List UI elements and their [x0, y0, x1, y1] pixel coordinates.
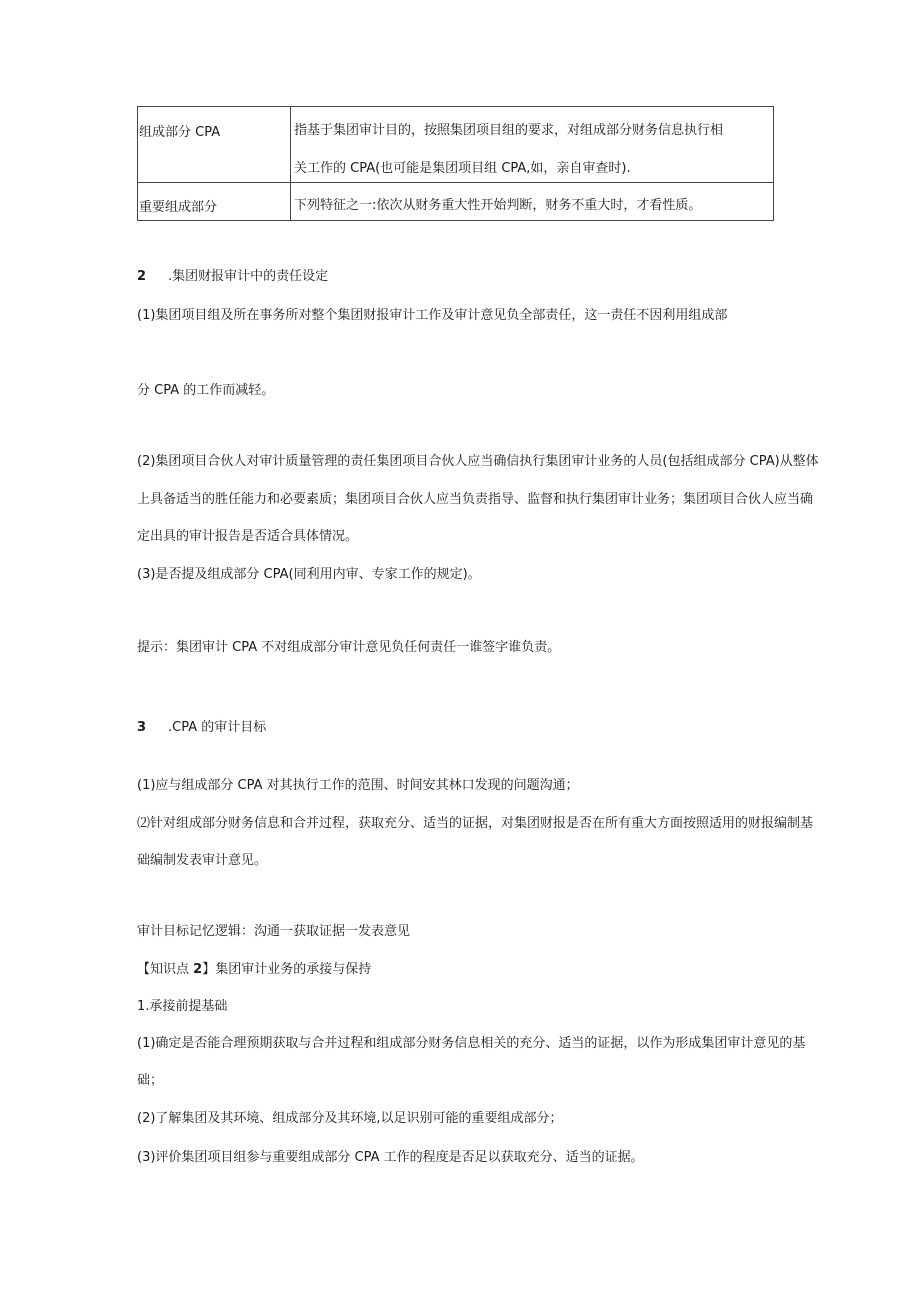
knowledge-heading — [137, 958, 371, 977]
paragraph-line: 上具备适当的胜任能力和必要素质；集团项目合伙人应当负责指导、监督和执行集团审计业务；集团项目合伙人应当确 — [137, 492, 814, 507]
knowledge-title: 】集团审计业务的承接与保持 — [202, 962, 372, 977]
section-number: 3 — [137, 720, 147, 735]
table-row — [138, 107, 774, 183]
definition-line: 下列特征之一:依次从财务重大性开始判断，财务不重大时，才看性质。 — [294, 198, 702, 213]
knowledge-number: 2 — [193, 962, 203, 977]
paragraph-line: (3)评价集团项目组参与重要组成部分 CPA 工作的程度是否足以获取充分、适当的证据。 — [137, 1150, 644, 1165]
paragraph-line: 础编制发表审计意见。 — [137, 853, 268, 868]
definition-cell — [291, 183, 774, 221]
paragraph-line: 础； — [137, 1073, 164, 1088]
paragraph-line: (1)集团项目组及所在事务所对整个集团财报审计工作及审计意见负全部责任，这一责任不因利用组成部 — [137, 308, 728, 323]
section-title: .集团财报审计中的责任设定 — [168, 269, 329, 284]
section-number: 2 — [137, 269, 147, 284]
tip-note: 提示：集团审计 CPA 不对组成部分审计意见负任何责任一谁签字谁负责。 — [137, 640, 561, 655]
section-3-heading — [137, 716, 266, 735]
definition-table — [137, 106, 774, 221]
term-cell — [138, 107, 291, 183]
paragraph-line: (2)了解集团及其环境、组成部分及其环境,以足识别可能的重要组成部分； — [137, 1111, 563, 1126]
paragraph-line: (1)确定是否能合理预期获取与合并过程和组成部分财务信息相关的充分、适当的证据，以作为形成集团审计意见的基 — [137, 1036, 806, 1051]
definition-line: 关工作的 CPA(也可能是集团项目组 CPA,如，亲自审查时). — [294, 161, 631, 176]
paragraph-line: 定出具的审计报告是否适合具体情况。 — [137, 529, 359, 544]
paragraph-line: (3)是否提及组成部分 CPA(同利用内审、专家工作的规定)。 — [137, 567, 481, 582]
knowledge-open: 【知识点 — [137, 962, 190, 977]
memo-note: 审计目标记忆逻辑：沟通一获取证据一发表意见 — [137, 924, 411, 939]
section-title: .CPA 的审计目标 — [168, 720, 267, 735]
term-cell — [138, 183, 291, 221]
paragraph-line: 分 CPA 的工作而减轻。 — [137, 383, 275, 398]
paragraph-line: (1)应与组成部分 CPA 对其执行工作的范围、时间安其林口发现的问题沟通； — [137, 778, 579, 793]
definition-line: 指基于集团审计目的，按照集团项目组的要求，对组成部分财务信息执行相 — [294, 123, 724, 138]
subheading: 1.承接前提基础 — [137, 999, 228, 1014]
term-label: 组成部分 CPA — [139, 125, 221, 140]
paragraph-line: ⑵针对组成部分财务信息和合并过程，获取充分、适当的证据，对集团财报是否在所有重大方面按照适用的财报编制基 — [137, 816, 814, 831]
section-2-heading — [137, 265, 328, 284]
definition-cell — [291, 107, 774, 183]
table-row — [138, 183, 774, 221]
term-label: 重要组成部分 — [139, 200, 218, 215]
paragraph-line: (2)集团项目合伙人对审计质量管理的责任集团项目合伙人应当确信执行集团审计业务的人员(包括组成部分 CPA)从整体 — [137, 454, 819, 469]
